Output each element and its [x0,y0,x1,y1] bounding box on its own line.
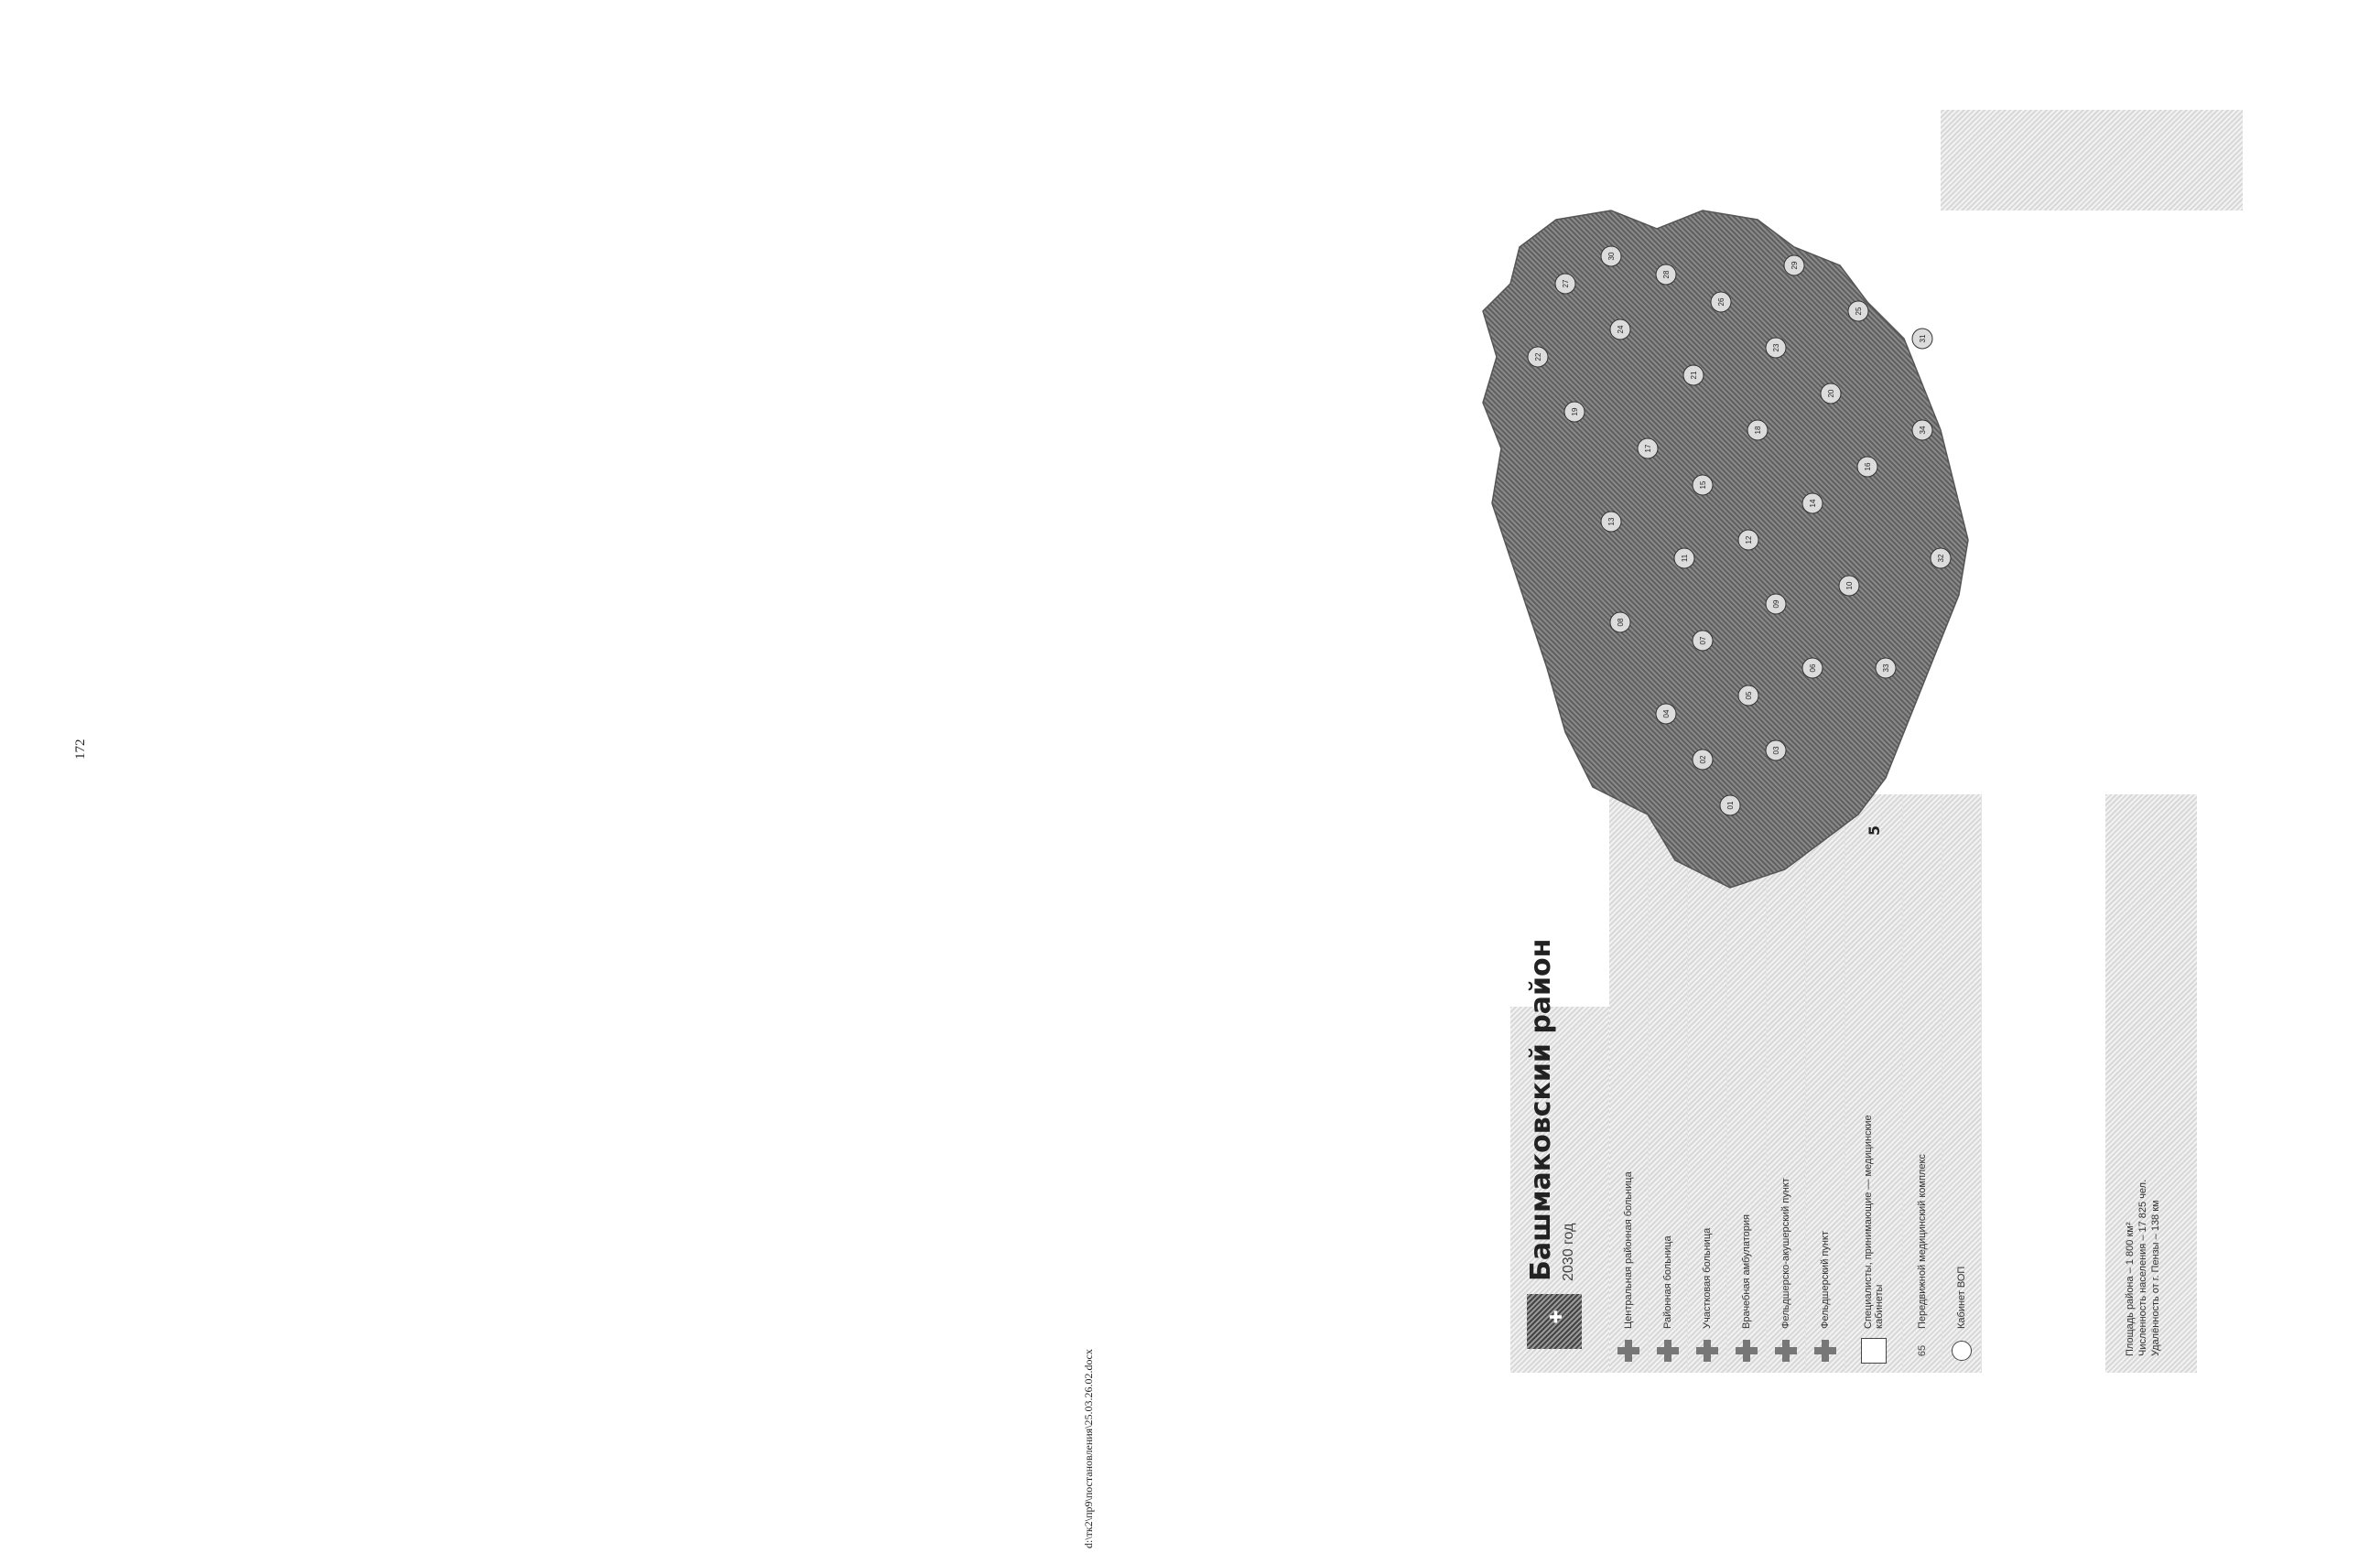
stat-distance: Удалённость от г. Пензы – 138 км [2150,1200,2161,1356]
medical-cross-icon [1649,1329,1687,1373]
settlement-marker-label: 21 [1690,371,1698,380]
settlement-marker-label: 15 [1699,480,1707,490]
district-map [1428,156,1996,943]
settlement-marker-label: 11 [1681,554,1689,563]
stats-panel [2105,794,2197,1373]
district-boundary [1483,210,1968,888]
legend-label: Районная больница [1662,1235,1673,1329]
medical-cross-icon [1688,1329,1726,1373]
settlement-marker-label: 23 [1772,343,1780,352]
legend-label: Центральная районная больница [1623,1171,1634,1329]
medical-cross-icon [1806,1329,1844,1373]
settlement-marker-label: 34 [1919,426,1927,435]
square-icon [1845,1329,1902,1373]
settlement-marker-label: 33 [1882,663,1890,673]
footer-path: d:\тк2\пр9\постановления\25.03.26.02.docx [1082,1349,1095,1548]
legend-label: Фельдшерский пункт [1820,1231,1831,1329]
settlement-marker-label: 03 [1772,746,1780,755]
code-marker-icon: 65 [1917,1344,1928,1357]
settlement-marker-label: 14 [1809,499,1817,508]
settlement-marker-label: 26 [1717,297,1726,307]
legend-label: Специалисты, принимающие — медицинские кабинеты [1863,1115,1885,1329]
settlement-marker-label: 17 [1644,444,1652,453]
settlement-marker-label: 25 [1855,307,1863,316]
settlement-marker-label: 01 [1726,801,1735,810]
settlement-marker-label: 18 [1754,426,1762,435]
legend-label: Кабинет ВОП [1956,1266,1967,1329]
settlement-marker-label: 08 [1617,618,1625,627]
settlement-marker-label: 22 [1534,352,1542,361]
settlement-marker-label: 32 [1937,554,1945,563]
settlement-marker-label: 19 [1571,407,1579,416]
rotated-content [1373,137,2380,1510]
settlement-marker-label: 10 [1845,581,1854,590]
settlement-marker-label: 09 [1772,599,1780,609]
legend-label: Передвижной медицинский комплекс [1917,1154,1928,1329]
settlement-marker-label: 31 [1919,334,1927,343]
settlement-marker-label: 27 [1562,279,1570,288]
settlement-marker-label: 28 [1662,270,1671,279]
settlement-marker-label: 05 [1745,691,1753,700]
settlement-marker-label: 02 [1699,755,1707,764]
settlement-marker-label: 07 [1699,636,1707,645]
legend-label: Фельдшерско-акушерский пункт [1780,1178,1791,1329]
page-title: Башмаковский район [1525,938,1557,1281]
settlement-marker-label: 12 [1745,535,1753,545]
legend-label: Врачебная амбулатория [1741,1214,1752,1329]
ring-icon [1942,1329,1981,1373]
medical-cross-icon [1767,1329,1805,1373]
settlement-marker-label: 06 [1809,663,1817,673]
settlement-marker-label: 04 [1662,709,1671,718]
medical-cross-icon [1609,1329,1648,1373]
settlement-marker-label: 29 [1790,261,1799,270]
page-subtitle: 2030 год [1561,1223,1576,1281]
stat-area: Площадь района – 1 800 км² [2125,1222,2136,1356]
emblem-mark: ✚ [1547,1310,1566,1324]
legend-count: 5 [1865,825,1883,836]
inset-panel [1941,110,2243,210]
settlement-marker-label: 20 [1827,389,1835,398]
settlement-marker-label: 24 [1617,325,1625,334]
district-map-svg [1428,156,1996,943]
settlement-marker-label: 16 [1864,462,1872,471]
legend-label: Участковая больница [1702,1227,1713,1329]
settlement-marker-label: 13 [1607,517,1616,526]
page-number: 172 [73,739,88,760]
stat-population: Численность населения – 17 825 чел. [2137,1179,2148,1356]
settlement-marker-label: 30 [1607,252,1616,261]
medical-cross-icon [1727,1329,1766,1373]
